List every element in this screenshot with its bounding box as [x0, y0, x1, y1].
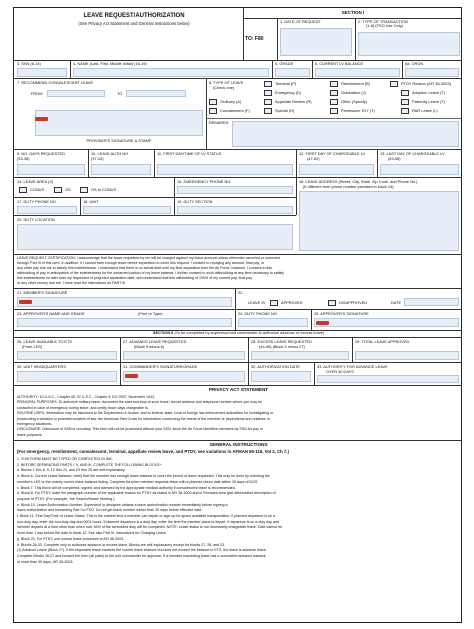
approver-name-label: 23. APPROVER'S NAME AND GRADE — [17, 311, 85, 316]
name-label: 4. NAME (Last, First, Middle Initial) (16-19) — [73, 61, 147, 66]
leave-request-form: LEAVE REQUEST/AUTHORIZATION (See Privacy Act Statement and General Instructions below) SECTION I TO: F80 1. DATE OF REQUEST 2. TYPE OF TRANSACTION (1-8) (FSO Use Only) 3. SSN (6-14) 4. NAME (Last, First, Middle Initial) (16-19) 5. GRADE 6. CURRENT LV BALANCE 6a. ORGN 7. RECOMMEND CONVALESCENT LEAVE FROM TO PROVIDER'S SIGNATURE & STAMP 8. TYPE OF LEAVE (Check one) Terminal (P) Emergency (D) Ordinary (A) Appellate Review (R) Convalescent (F) Special (H) Reenlistment (B) Graduation (J) Other (Specify) Permissive TDY (T) PTDY Reason (AFI 36-3003) Adoption Leave (T) Paternity Leave (T) R&R Leave (L) REMARKS: 9. NO. DAYS REQUESTED (33-36) 10. LEAVE AUTH NO. (37-43) 11. FIRST DAY/TIME OF LV STATUS 12. FIRST DAY OF CHARGEABLE LV (47-52) 13. LAST DAY OF CHARGEABLE LV (53-58) 14. LEAVE AREA (X) CONUS OS OS to CONUS 15. EMERGENCY PHONE NO. 16. LEAVE ADDRESS (Street, City, State, Zip Code, and Phone No.) (If different from phone number provided in block 15) 17. DUTY PHONE NO. 18. UNIT 19. DUTY SECTION 20. DUTY LOCATION LEAVE REQUEST CERTIFICATION: I acknowledge that the leave requested by me will be charged against my leave account unless otherwise canceled or corrected through Part III of this form. In addition, if I cannot earn enough leave before separation to cover this request, I consent to repaying any amount, final pay, or any other pay due me to satisfy this indebtedness. I understand that there is no actual debt until my final separation from the Air Force; however, I consent to this withholding of pay in anticipation of the indebtedness for the unearned portion of my leave balance. I further consent to such withholding at any time necessary to satisfy this indebtedness no later than my requested or projected separation date, and understand that this withholding of 100% of my current pay, final pay, or any other money due me. I have read the instructions on PART III. 21. MEMBER'S SIGNATURE 22. LEAVE IS APPROVED DISAPPROVED DATE 23. APPROVER'S NAME AND GRADE (Print or Type) 24. DUTY PHONE NO. 25. APPROVER'S SIGNATURE SECTION II (To be completed by supervisor/unit commander to authorize advance or excess leave) 26. LEAVE AVAILABLE TO ETS (From LES) 27. ADVANCE LEAVE REQUESTED (Block 9 minus 6) 28. EXCESS LEAVE REQUESTED (44-46) (Block 9 minus 27) 29. TOTAL LEAVE APPROVED 30. UNIT HEADQUARTERS 31. COMMANDER'S SIGNATURE/GRADE 32. AUTHORIZATION DATE 33. AUTHORITY FOR ADVANCE LEAVE OVER 30 DAYS PRIVACY ACT STATEMENT AUTHORITY: 10 U.S.C., Chapter 40; 37 U.S.C., Chapter 9; EO 9397, November 1943. PRINCIPAL PURPOSES: To authorize military leave, document the start and stop of such leave; record address and telephone number where you may be contacted in case of emergency during leave; and certify leave days chargeable to. ROUTINE USES: Information may be disclosed to the Department of Justice, and to federal, state, local or foreign law enforcement authorities for investigating or prosecuting a violation or potential violation of law; the American Red Cross for information concerning the needs of the member or dependents and relatives in emergency situations. DISCLOSURE: Disclosure of SSN is voluntary. This form will not be processed without your SSN, since the Air Force identifies members by SSN for pay or leave purposes. GENERAL INSTRUCTIONS (For emergency, reenlistment, convalescent, terminal, appellate review leave, and PTDY, see variations in AFMAN 65-116, Vol 2, Ch 7.) 1. THIS FORM MUST BE TYPED OR COMPLETED IN INK. 2. BEFORE SEPARATING PARTS I, II, AND III, COMPLETE THE FOLLOWING BLOCKS*: a. Blocks 1 thru 8, 9, 12 thru 21, and 23 thru 25 are self-explanatory. b. Block 6. Current Leave Balance, verify that the member has enough leave balance to cover the period of leave requested. This may be done by checking the member's LES or the orderly room's leave balance listing. Complete 6a when member requests leave with a planned return date within 30 days of DOS. c. Block 7. This block will be completed, signed, and stamped by the appropriate medical authority if convalescent leave is recommended. d. Block 8. For PTDY, state the paragraph number of the applicable reason for PTDY as stated in AFI 36-3003 and in Remarks area give abbreviated description of purpose of PTDY. (For example, Job Search/House Hunting.) e. Block 10. Leave Authorization Number. Supervisor or designee obtains a leave authorization number immediately before signing a leave authorization and forwarding Part I to FSO. Do not get leave number earlier than 30 days before effective date. f. Block 11. First Day/Time of Leave Status. This is the earliest time a member can depart or sign up for space available transportation. If planned departure is on a non-duty day, enter the non-duty day and 0001 hours. If planned departure is a duty day, enter the time the member plans to depart. If departure is on a duty day and member departs at a time other than when over 50% of the scheduled duty will be completed. NOTE: Leave status is not necessarily chargeable leave. Date cannot be more than 1 day before the date in block 12. See also Part III, Instructions for Charging Leave. g. Block 20. For PTDY, use normal leave procedure in AFI 36-3003. h. Blocks 26-33. Complete only to authorize advance or excess leave. Blocks are self-explanatory except for blocks 27, 28, and 33. (1) Advance Leave (Block 27). If the requested leave exceeds the current leave balance but does not exceed the balance to ETS, the leave is advance leave. Complete Blocks 26-27 and forward the form (all parts) to the unit commander for approval. If a member requesting leave has a cumulative advance balance of more than 30 days, AFI 36-3003. — [13, 7, 462, 623]
leave-is-label: LEAVE IS — [248, 300, 266, 305]
convalescent-label: 7. RECOMMEND CONVALESCENT LEAVE — [17, 80, 94, 85]
leave-available-source: (From LES) — [22, 344, 43, 349]
privacy-act-line: prosecuting a violation or potential violation of law; the American Red Cross for information concerning the needs of the member or dependents and relatives in — [17, 416, 270, 421]
ssn-field[interactable] — [17, 68, 67, 77]
convalescent-type-label: Convalescent (F) — [220, 108, 250, 113]
privacy-act-line: emergency situations. — [17, 422, 52, 426]
adoption-label: Adoption Leave (T) — [412, 90, 446, 95]
os-to-conus-label: OS to CONUS — [91, 187, 117, 192]
cert-line-4: withholding of pay in anticipation of the indebtedness for the unearned portion of my leave balance. I further consent to such withholding at any time necessary to satisfy — [17, 271, 285, 275]
general-instruction-line: more than 1 day before the date in block 12. See also Part III, Instructions for Charging Leave. — [17, 531, 167, 536]
general-instruction-line: h. Blocks 26-33. Complete only to authorize advance or excess leave. Blocks are self-explanatory except for blocks 27, 28, and 33. — [17, 542, 226, 547]
excess-leave-calc: (44-46) (Block 9 minus 27) — [259, 344, 305, 349]
graduation-label: Graduation (J) — [341, 90, 366, 95]
general-instruction-line: b. Block 6. Current Leave Balance, verify that the member has enough leave balance to cover the period of leave requested. This may be done by checking the — [17, 474, 271, 479]
duty-section-field[interactable] — [177, 206, 293, 214]
os-to-conus-checkbox[interactable] — [80, 187, 88, 193]
member-signature-label: 21. MEMBER'S SIGNATURE — [17, 290, 68, 295]
leave-auth-no-code: (37-43) — [91, 156, 104, 161]
cert-line-2: through Part III of this form. In addition, if I cannot earn enough leave before separation to cover this request, I consent to repaying any amount, final pay, or — [17, 261, 265, 265]
disapproved-checkbox[interactable] — [328, 300, 336, 306]
date-of-request-label: 1. DATE OF REQUEST — [280, 19, 321, 24]
approver-signature-field[interactable] — [314, 318, 459, 327]
remarks-field[interactable] — [232, 121, 459, 147]
orgn-field[interactable] — [405, 68, 459, 77]
current-lv-balance-label: 6. CURRENT LV BALANCE — [315, 61, 364, 66]
ordinary-label: Ordinary (A) — [220, 99, 242, 104]
days-requested-field[interactable] — [17, 164, 85, 175]
emergency-phone-label: 15. EMERGENCY PHONE NO. — [177, 179, 232, 184]
rr-label: R&R Leave (L) — [412, 108, 438, 113]
form-title: LEAVE REQUEST/AUTHORIZATION — [83, 13, 185, 19]
to-label: TO: F80 — [245, 36, 264, 42]
emergency-label: Emergency (D) — [275, 90, 302, 95]
disapproved-label: DISAPPROVED — [339, 300, 368, 305]
authorization-date-label: 32. AUTHORIZATION DATE — [251, 364, 300, 369]
type-of-leave-check-one: (Check one) — [213, 85, 235, 90]
authority-advance-field[interactable] — [317, 375, 459, 383]
special-checkbox[interactable] — [264, 108, 272, 114]
type-of-transaction-field[interactable] — [358, 32, 460, 56]
other-checkbox[interactable] — [330, 99, 338, 105]
duty-section-label: 19. DUTY SECTION — [177, 199, 213, 204]
leave-auth-no-label: 10. LEAVE AUTH NO. — [91, 151, 130, 156]
leave-is-number: 22. — [238, 290, 244, 295]
privacy-act-line: ROUTINE USES: Information may be disclosed to the Department of Justice, and to federal, state, local or foreign law enforcement authorities for investigating or — [17, 411, 274, 416]
approver-phone-label: 24. DUTY PHONE NO. — [238, 311, 278, 316]
special-label: Special (H) — [275, 108, 295, 113]
total-leave-approved-label: 29. TOTAL LEAVE APPROVED — [355, 339, 410, 344]
privacy-act-line: leave purposes. — [17, 432, 43, 437]
general-instruction-line: g. Block 20. For PTDY, use normal leave procedure in AFI 36-3003. — [17, 536, 125, 541]
general-instruction-line: f. Block 11. First Day/Time of Leave Status. This is the earliest time a member can depart or sign up for space available transportation. If planned departure is on a — [17, 514, 276, 518]
current-lv-balance-field[interactable] — [315, 68, 400, 77]
member-sign-marker — [19, 300, 32, 304]
member-signature-field[interactable] — [17, 297, 232, 307]
emergency-phone-field[interactable] — [177, 186, 293, 194]
general-instruction-line: leave authorization and forwarding Part I to FSO. Do not get leave number earlier than 30 days before effective date. — [17, 508, 203, 513]
leave-available-label: 26. LEAVE AVAILABLE TO ETS — [17, 339, 72, 344]
advance-leave-label: 27. ADVANCE LEAVE REQUESTED — [123, 339, 187, 344]
general-instruction-line: member's LES or the orderly room's leave balance listing. Complete 6a when member requests leave with a planned return date within 30 days of DOS. — [17, 479, 259, 484]
general-instructions-subtitle: (For emergency, reenlistment, convalescent, terminal, appellate review leave, and PTDY, see variations in AFMAN 65-116, Vol 2, Ch 7.) — [17, 449, 289, 454]
reenlistment-checkbox[interactable] — [330, 81, 338, 87]
privacy-act-line: PRINCIPAL PURPOSES: To authorize military leave, document the start and stop of such leave; record address and telephone number where you may be — [17, 400, 263, 405]
terminal-checkbox[interactable] — [264, 81, 272, 87]
general-instruction-line: d. Block 8. For PTDY, state the paragraph number of the applicable reason for PTDY as stated in AFI 36-3003 and in Remarks area give abbreviated description of — [17, 491, 276, 496]
privacy-act-title: PRIVACY ACT STATEMENT — [208, 387, 269, 392]
commander-signature-label: 31. COMMANDER'S SIGNATURE/GRADE — [123, 364, 198, 369]
adoption-checkbox[interactable] — [401, 90, 409, 96]
unit-headquarters-field[interactable] — [17, 371, 117, 382]
general-instruction-line: a. Blocks 1 thru 8, 9, 12 thru 21, and 23 thru 25 are self-explanatory. — [17, 468, 126, 473]
section-1-label: SECTION I — [341, 10, 365, 15]
cert-line-6: or any other money due me. I have read the instructions on PART III. — [17, 281, 127, 285]
approver-name-hint: (Print or Type) — [138, 311, 163, 316]
leave-auth-no-field[interactable] — [91, 164, 151, 175]
general-instructions-title: GENERAL INSTRUCTIONS — [209, 442, 268, 447]
cert-line-3: any other pay due me to satisfy this indebtedness. I understand that there is no actual debt until my final separation from the Air Force; however, I consent to this — [17, 266, 273, 270]
leave-area-label: 14. LEAVE AREA (X) — [17, 179, 54, 184]
general-instruction-line: c. Block 7. This block will be completed, signed, and stamped by the appropriate medical authority if convalescent leave is recommended. — [17, 485, 236, 490]
ssn-label: 3. SSN (6-14) — [17, 61, 41, 66]
unit-headquarters-label: 30. UNIT HEADQUARTERS — [17, 364, 66, 369]
general-instruction-line: e. Block 10. Leave Authorization Number. Supervisor or designee obtains a leave authorization number immediately before signing a — [17, 502, 228, 507]
last-chargeable-label: 13. LAST DAY OF CHARGEABLE LV — [380, 151, 445, 156]
section-2-header: SECTION II (To be completed by supervisor/unit commander to authorize advance or excess leave) — [152, 330, 325, 335]
first-chargeable-code: (47-52) — [307, 156, 320, 161]
advance-leave-field[interactable] — [123, 351, 245, 360]
duty-location-field[interactable] — [17, 224, 293, 250]
unit-label: 18. UNIT — [83, 199, 99, 204]
paternity-label: Paternity Leave (T) — [412, 99, 446, 104]
permissive-tdy-label: Permissive TDY (T) — [341, 108, 375, 113]
leave-address-note: (If different from phone number provided in block 15) — [303, 184, 394, 189]
days-requested-label: 9. NO. DAYS REQUESTED — [17, 151, 65, 156]
unit-field[interactable] — [83, 206, 171, 214]
convalescent-to-field[interactable] — [126, 90, 186, 97]
first-day-lv-status-label: 11. FIRST DAY/TIME OF LV STATUS — [157, 151, 222, 156]
leave-available-field[interactable] — [17, 351, 117, 360]
sign-here-marker — [35, 117, 48, 121]
duty-phone-field[interactable] — [17, 206, 77, 214]
name-field[interactable] — [73, 68, 269, 77]
general-instruction-line: (1) Advance Leave (Block 27). If the requested leave exceeds the current leave balance but does not exceed the balance to ETS, the leave is advance leave. — [17, 548, 267, 553]
leave-address-label: 16. LEAVE ADDRESS (Street, City, State, Zip Code, and Phone No.) — [299, 179, 418, 184]
convalescent-from-label: FROM — [31, 91, 43, 96]
privacy-act-line: contacted in case of emergency during leave; and certify leave days chargeable to. — [17, 405, 149, 410]
first-chargeable-label: 12. FIRST DAY OF CHARGEABLE LV — [299, 151, 366, 156]
approver-signature-label: 25. APPROVER'S SIGNATURE — [314, 311, 369, 316]
paternity-checkbox[interactable] — [401, 99, 409, 105]
general-instruction-line: member departs at a time other than when over 50% of the scheduled duty will be completed. NOTE: Leave status is not necessarily chargeable leave. Date cannot be — [17, 525, 283, 530]
convalescent-from-field[interactable] — [47, 90, 105, 97]
approved-checkbox[interactable] — [270, 300, 278, 306]
convalescent-checkbox[interactable] — [209, 108, 217, 114]
emergency-checkbox[interactable] — [264, 90, 272, 96]
appellate-label: Appellate Review (R) — [275, 99, 312, 104]
leave-address-field[interactable] — [299, 191, 459, 251]
approval-date-field[interactable] — [404, 298, 459, 306]
excess-leave-label: 28. EXCESS LEAVE REQUESTED — [251, 339, 312, 344]
os-checkbox[interactable] — [54, 187, 62, 193]
general-instruction-line: of more than 30 days, AFI 36-3003. — [17, 559, 74, 564]
form-subtitle: (See Privacy Act Statement and General Instructions below) — [78, 21, 190, 26]
commander-sign-marker — [125, 374, 138, 378]
os-label: OS — [65, 187, 71, 192]
privacy-act-line: DISCLOSURE: Disclosure of SSN is voluntary. This form will not be processed without your SSN, since the Air Force identifies members by SSN for pay or — [17, 427, 263, 432]
authority-advance-note: OVER 30 DAYS — [326, 369, 354, 374]
convalescent-to-label: TO — [117, 91, 123, 96]
ptdy-reason-label: PTDY Reason (AFI 36-3003) — [401, 81, 451, 86]
first-chargeable-field[interactable] — [299, 164, 374, 175]
ptdy-reason-checkbox[interactable] — [390, 81, 398, 87]
cert-line-1: LEAVE REQUEST CERTIFICATION: I acknowledge that the leave requested by me will be charged against my leave account unless otherwise canceled or corrected — [17, 256, 281, 260]
conus-label: CONUS — [30, 187, 45, 192]
general-instruction-line: Complete Blocks 26-27 and forward the form (all parts) to the unit commander for approval. If a member requesting leave has a cumulative advance balance — [17, 553, 266, 558]
commander-signature-field[interactable] — [123, 371, 245, 382]
authority-advance-label: 33. AUTHORITY FOR ADVANCE LEAVE — [317, 364, 388, 369]
duty-phone-label: 17. DUTY PHONE NO. — [17, 199, 57, 204]
terminal-label: Terminal (P) — [275, 81, 296, 86]
advance-leave-calc: (Block 9 minus 6) — [134, 344, 165, 349]
approved-label: APPROVED — [281, 300, 303, 305]
general-instruction-line: 1. THIS FORM MUST BE TYPED OR COMPLETED IN INK. — [17, 457, 113, 461]
privacy-act-line: AUTHORITY: 10 U.S.C., Chapter 40; 37 U.S.C., Chapter 9; EO 9397, November 1943. — [17, 395, 156, 399]
rr-checkbox[interactable] — [401, 108, 409, 114]
type-of-transaction-note: (1-8) (FSO Use Only) — [366, 23, 403, 28]
first-day-lv-status-field[interactable] — [157, 164, 293, 175]
date-label: DATE — [391, 300, 402, 305]
approver-sign-marker — [316, 321, 329, 325]
grade-label: 5. GRADE — [275, 61, 294, 66]
type-of-leave-label: 8. TYPE OF LEAVE — [209, 80, 244, 85]
permissive-tdy-checkbox[interactable] — [330, 108, 338, 114]
other-label: Other (Specify) — [341, 99, 368, 104]
type-of-transaction-label: 2. TYPE OF TRANSACTION — [358, 19, 408, 24]
reenlistment-label: Reenlistment (B) — [341, 81, 370, 86]
days-requested-code: (33-36) — [17, 156, 30, 161]
total-leave-approved-field[interactable] — [355, 351, 459, 360]
date-of-request-field[interactable] — [280, 28, 352, 56]
duty-location-label: 20. DUTY LOCATION — [17, 217, 55, 222]
approver-name-field[interactable] — [17, 318, 232, 327]
excess-leave-field[interactable] — [251, 351, 349, 360]
ordinary-checkbox[interactable] — [209, 99, 217, 105]
orgn-label: 6a. ORGN — [405, 61, 424, 66]
general-instruction-line: 2. BEFORE SEPARATING PARTS I, II, AND III, COMPLETE THE FOLLOWING BLOCKS*: — [17, 462, 162, 467]
authorization-date-field[interactable] — [251, 371, 311, 382]
provider-signature-field[interactable] — [35, 110, 203, 136]
grade-field[interactable] — [275, 68, 310, 77]
general-instruction-line: purpose of PTDY. (For example, Job Search/House Hunting.) — [17, 496, 115, 501]
general-instruction-line: non-duty day, enter the non-duty day and 0001 hours. If planned departure is a duty day, enter the time the member plans to depart. If departure is on a duty day and — [17, 519, 279, 524]
appellate-checkbox[interactable] — [264, 99, 272, 105]
approver-phone-field[interactable] — [238, 318, 308, 327]
cert-line-5: this indebtedness no later than my requested or projected separation date, and understand that this withholding of 100% of my current pay, final pay, — [17, 276, 253, 280]
remarks-label: REMARKS: — [209, 120, 230, 125]
graduation-checkbox[interactable] — [330, 90, 338, 96]
conus-checkbox[interactable] — [19, 187, 27, 193]
last-chargeable-field[interactable] — [380, 164, 459, 175]
last-chargeable-code: (53-58) — [388, 156, 401, 161]
